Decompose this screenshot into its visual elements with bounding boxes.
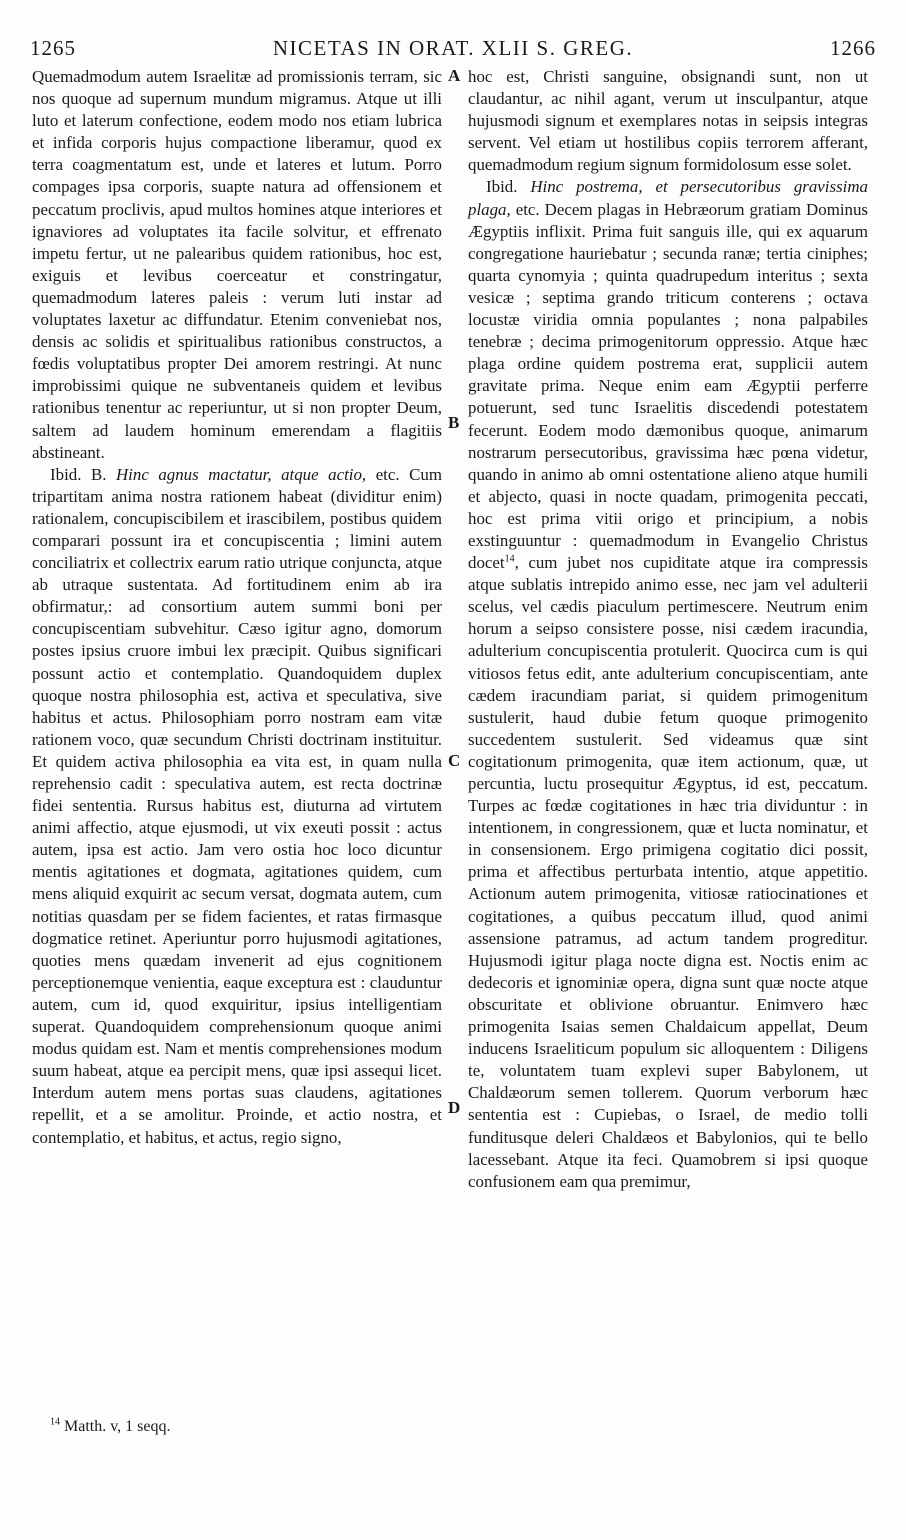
left-paragraph-2 [32,464,442,1149]
margin-marker-b: B [448,413,460,432]
footnote-ref: 14 [504,553,515,565]
right-column [468,66,868,1193]
left-column [32,66,442,1149]
margin-marker-c: C [448,751,461,770]
footnote-number: 14 [50,1416,60,1428]
left-p2-lemma: Hinc agnus mactatur, atque actio, [115,464,367,484]
right-p2-rest: , cum jubet nos cupiditate atque ira compressis atque sublatis intrepido animo esse, nec jam vel adulterii scelus, vel cædis piaculum pertimescere. Neutrum enim horum a seipso consistere posse, nisi cædem iracundia, adulterium concupiscentia protulerit. Quocirca cum is qui vitiosos fetus edit, ante adulterium concupiscentiam, ante cædem iracundiam pariat, si quidem primogenitum sustulerit, haud dubie fetum quoque primogenito succedentem sustulerit. Sed videamus quæ sint cogitationum primogenita, quæ item actionum, quæ, ut percuntia, luctu prosequitur Ægyptus, id est, peccatum. Turpes ac fœdæ cogitationes in hæc tria dividuntur : in intentionem, in congressionem, quæ et lucta nominatur, et in consensionem. Ergo primigena cogitatio dici possit, prima et affectibus perturbata intentio, atque appetitio. Actionum autem primogenita, vitiosæ ratiocinationes et cogitationes, a quibus peccatum illud, quod animi assensione patramus, ad actum tandem progreditur. Hujusmodi igitur plaga nocte digna est. Noctis enim ac dedecoris et ignominiæ opera, digna sunt quæ nocte atque obscuritate et oblivione obruantur. Enimvero hæc primogenita Isaias semen Chaldaicum appellat, Deum inducens Israeliticum populum sic alloquentem : Diligens te, voluntatem tuam explevi super Babylonem, ut Chaldæorum semen tollerem. Quorum verborum hæc sententia est : Cupiebas, o Israel, de medio tolli funditusque deleri Chaldæos et Babylonios, qui te bello lacessebant. Atque ita feci. Quamobrem si ipsi quoque confusionem eam qua premimur, [468,553,868,1191]
running-title: NICETAS IN ORAT. XLII S. GREG. [272,36,634,60]
left-paragraph-1: Quemadmodum autem Israelitæ ad promissionis terram, sic nos quoque ad supernum mundum migramus. Atque ut illi luto et laterum confectione, eodem modo nos etiam lubrica et infida corporis hujus compactione liberamur, quod ex terra coagmentatum est, unde et lateres et lutum. Porro compages ipsa corporis, suapte natura ad offensionem et peccatum proclivis, apud multos homines atque interiores et ignaviores ad voluptates ita facile solvitur, et effrenato impetu fertur, ut ne palearibus quidem rationibus, hoc est, exiguis et levibus coerceatur et constringatur, quemadmodum lateres paleis : verum luti instar ad voluptates laxetur ac diffundatur. Etenim conveniebat nos, densis ac solidis et spiritualibus rationibus constructos, a fœdis voluptatibus propter Dei amorem restringi. At nunc improbissimi quique ne subventaneis quidem et levibus rationibus tenentur ac reperiuntur, ut si non propter Deum, saltem ad laudem hominum emerendam a flagitiis abstineant. [32,67,442,462]
left-p2-lead: Ibid. B. [50,464,107,484]
footnote-text: Matth. v, 1 seqq. [64,1418,171,1435]
page-number-left: 1265 [30,36,76,60]
right-paragraph-2 [468,176,868,1192]
right-p2-body: etc. Decem plagas in Hebræorum gratiam Dominus Ægyptiis inflixit. Prima fuit sanguis ille, qui ex aquarum congregatione hauriebatur ; secunda ranæ; tertia ciniphes; quarta cynomyia ; quinta quadrupedum interitus ; sexta vesicæ ; septima grando triticum conterens ; octava locustæ viridia omnia populantes ; nona palpabiles tenebræ ; decima primogenitorum oppressio. Atque hæc plaga ordine quidem postrema erat, supplicii autem gravitate prima. Neque enim eam Ægyptii perferre potuerunt, sed tunc Israelitis discedendi potestatem fecerunt. Eodem modo dæmonibus quoque, animarum nostrarum persecutoribus, gravissima hæc pœna videtur, quando in animo ab omni ostentatione alieno atque humili et abjecto, quasi in nocte quadam, primogenita peccati, hoc est prima vitii origo et principium, a nobis exstinguuntur : quemadmodum in Evangelio Christus docet [468,199,868,573]
page-number-right: 1266 [830,36,876,60]
footnote [50,1418,171,1436]
right-p2-lead: Ibid. [486,177,518,197]
running-header [30,36,876,64]
right-p2-lemma: Hinc postrema, et persecutoribus gravissima plaga, [468,177,868,219]
right-paragraph-1: hoc est, Christi sanguine, obsignandi sunt, non ut claudantur, ac nihil agant, verum ut insculpantur, atque hujusmodi signum et exemplares notas in seipsis integras servent. Vel etiam ut hostilibus copiis terrorem afferant, quemadmodum regium signum formidolosum esse solet. [468,67,868,175]
margin-marker-d: D [448,1098,461,1117]
margin-marker-a: A [448,66,461,85]
left-p2-body: etc. Cum tripartitam anima nostra rationem habeat (dividitur enim) rationalem, concupiscibilem et irascibilem, postibus quidem comparari possunt ira et concupiscentia ; limini autem conciliatrix et collectrix earum ratio utrique conjuncta, atque ab utraque sustentata. Ad fortitudinem enim ab ira obfirmatur,: ad consortium autem summi boni per concupiscentiam subvehitur. Cæso igitur agno, domorum postes ipsius cruore imbui lex præcipit. Quibus significari possunt actio et contemplatio. Quandoquidem duplex quoque nostra philosophia est, activa et speculativa, sive habitus et actus. Philosophiam porro nostram eam vitæ rationem voco, quæ secundum Christi doctrinam instituitur. Et quidem activa philosophia ea vita est, in quam nulla reprehensio cadit : speculativa autem, est recta doctrinæ fidei sententia. Rursus habitus est, diuturna ad virtutem animi affectio, atque ejusmodi, ut vix exeuti possit : actus autem, ipsa est actio. Jam vero ostia hoc loco dicuntur mentis agitationes et dogmata, agitationes quidem, cum mens aliquid exquirit ac secum versat, dogmata autem, cum notitias quasdam per se fidem facientes, et ratas firmasque dogmatice retinet. Aperiuntur porro hujusmodi agitationes, quoties mens quædam invenerit ad ejus cognitionem perceptionemque venientia, eaque exceptura est : clauduntur autem, cum id, quod exquiritur, ipsius intelligentiam superat. Quandoquidem comprehensionum quoque animi modus quidam est. Nam et mentis comprehensiones modum suum habeat, atque ea percipit mens, quæ ipsi assequi licet. Interdum autem mens portas suas claudens, agitationes repellit, et a se amolitur. Proinde, et actio nostra, et contemplatio, et habitus, et actus, regio signo, [32,464,442,1147]
